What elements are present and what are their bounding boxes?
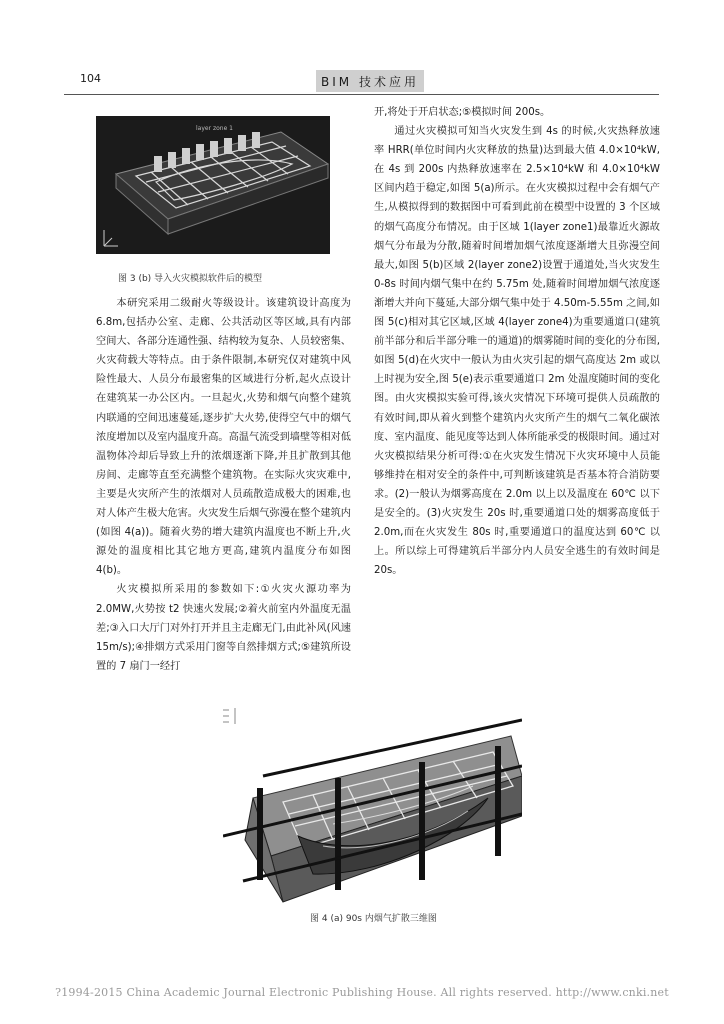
right-column-text xyxy=(374,103,660,580)
section-header: BIM 技术应用 xyxy=(316,70,424,92)
figure-3b-overlay-label: layer zone 1 xyxy=(196,125,233,132)
figure-3b-caption: 图 3 (b) 导入火灾模拟软件后的模型 xyxy=(118,274,263,284)
right-paragraph-1: 开,将处于开启状态;⑤模拟时间 200s。 xyxy=(374,107,551,118)
copyright-footer: ?1994-2015 China Academic Journal Electronic Publishing House. All rights reserved. http://www.cnki.net xyxy=(55,986,669,999)
header-rule xyxy=(64,94,659,95)
right-paragraph-2: 通过火灾模拟可知当火灾发生到 4s 的时候,火灾热释放速率 HRR(单位时间内火灾释放的热量)达到最大值 4.0×10⁴kW,在 4s 到 200s 内热释放速率在 2.5×10⁴kW 和 4.0×10⁴kW 区间内趋于稳定,如图 5(a)所示。在火灾模拟过程中会有烟气产生,从模拟得到的数据图中可看到此前在模型中设置的 3 个区域的烟气高度分布情况。由于区域 1(layer zone1)最靠近火源故烟气分布最为分散,随着时间增加烟气浓度逐渐增大且弥漫空间最大,如图 5(b)区域 2(layer zone2)设置于通道处,当火灾发生 0-8s 时间内烟气集中在约 5.75m 处,随着时间增加烟气浓度逐渐增大并向下蔓延,大部分烟气集中处于 4.50m-5.55m 之间,如图 5(c)相对其它区域,区域 4(layer zone4)为重要通道口(建筑前半部分和后半部分唯一的通道)的烟雾随时间的变化的分布图,如图 5(d)在火灾中一般认为由火灾引起的烟气高度达 2m 或以上时视为安全,图 5(e)表示重要通道口 2m 处温度随时间的变化图。由火灾模拟实验可得,该火灾情况下环境可提供人员疏散的有效时间,即从着火到整个建筑内火灾所产生的烟气二氧化碳浓度、室内温度、能见度等达到人体所能承受的极限时间。通过对火灾模拟结果分析可得:①在火灾发生情况下火灾环境中人员能够维持在相对安全的条件中,可判断该建筑是否基本符合消防要求。(2)一般认为烟雾高度在 2.0m 以上以及温度在 60℃ 以下是安全的。(3)火灾发生 20s 时,重要通道口处的烟雾高度低于 2.0m,而在火灾发生 80s 时,重要通道口的温度达到 60℃ 以上。所以综上可得建筑后半部分内人员安全逃生的有效时间是 20s。 xyxy=(374,126,660,577)
figure-4a-image xyxy=(223,706,522,905)
figure-3b-image xyxy=(96,116,330,254)
left-column-text xyxy=(96,294,351,676)
left-paragraph-1: 本研究采用二级耐火等级设计。该建筑设计高度为 6.8m,包括办公室、走廊、公共活动区等区域,具有内部空间大、各部分连通性强、结构较为复杂、人员较密集、火灾荷载大等特点。由于条件限制,本研究仅对建筑中风险性最大、人员分布最密集的区域进行分析,起火点设计在建筑某一办公区内。一旦起火,火势和烟气向整个建筑内联通的空间迅速蔓延,逐步扩大火势,使得空气中的烟气浓度增加以及室内温度升高。高温气流受到墙壁等相对低温物体冷却后导致上升的浓烟逐渐下降,并且扩散到其他房间、走廊等直至充满整个建筑物。在实际火灾灾难中,主要是火灾所产生的浓烟对人员疏散造成极大的困难,也对人体产生极大危害。火灾发生后烟气弥漫在整个建筑内(如图 4(a))。随着火势的增大建筑内温度也不断上升,火源处的温度相比其它地方更高,建筑内温度分布如图 4(b)。 xyxy=(96,298,351,577)
figure-4a-caption: 图 4 (a) 90s 内烟气扩散三维图 xyxy=(310,914,437,924)
left-paragraph-2: 火灾模拟所采用的参数如下:①火灾火源功率为 2.0MW,火势按 t2 快速火发展;②着火前室内外温度无温差;③入口大厅门对外打开并且主走廊无门,由此补风(风速 15m/s);④排烟方式采用门窗等自然排烟方式;⑤建筑所设置的 7 扇门一经打 xyxy=(96,584,351,672)
page-number: 104 xyxy=(80,72,101,85)
